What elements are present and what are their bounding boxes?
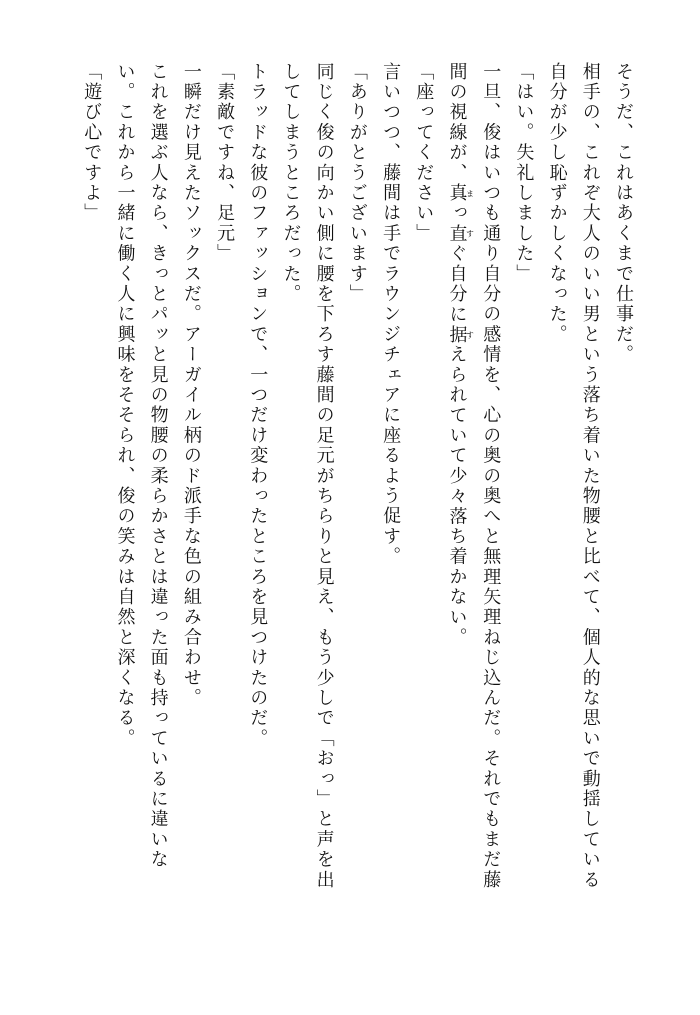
text-fragment: ぐ自分に	[446, 243, 468, 325]
text-line-with-ruby	[440, 62, 474, 962]
text-line: してしまうところだった。	[280, 62, 302, 305]
text-fragment: 間の視線が、	[446, 62, 468, 184]
dialogue-line: 「座ってください」	[413, 62, 435, 244]
text-line: 一瞬だけ見えたソックスだ。アーガイル柄のド派手な色の組み合わせ。	[180, 62, 202, 709]
text-line: そうだ、これはあくまで仕事だ。	[613, 62, 634, 365]
text-line: い。これから一緒に働く人に興味をそそられ、俊の笑みは自然と深くなる。	[114, 62, 136, 749]
dialogue-line: 「素敵ですね、足元」	[214, 62, 236, 264]
text-fragment: っ	[446, 203, 468, 224]
ruby-annotation: 真ま	[446, 183, 475, 204]
ruby-annotation: 据す	[446, 324, 475, 345]
ruby-reading: す	[465, 223, 475, 244]
text-line: これを選ぶ人なら、きっとパッと見の物腰の柔らかさとは違った面も持っているに違いな	[147, 62, 169, 870]
text-fragment: えられていて少々落ち着かない。	[446, 344, 468, 648]
dialogue-line: 「ありがとうございます」	[346, 62, 368, 305]
text-line: 自分が少し恥ずかしくなった。	[546, 62, 568, 345]
dialogue-line: 「遊び心ですよ」	[81, 62, 103, 224]
text-line: 相手の、これぞ大人のいい男という落ち着いた物腰と比べて、個人的な思いで動揺している	[579, 62, 601, 891]
text-line: トラッドな彼のファッションで、一つだけ変わったところを見つけたのだ。	[247, 62, 269, 749]
ruby-annotation: 直す	[446, 223, 475, 244]
text-line: 同じく俊の向かい側に腰を下ろす藤間の足元がちらりと見え、もう少しで「おっ」と声を出	[313, 62, 335, 891]
text-line: 一旦、俊はいつも通り自分の感情を、心の奥の奥へと無理矢理ねじ込んだ。それでもまだ藤	[480, 62, 502, 891]
ruby-reading: ま	[465, 183, 475, 204]
text-line: 言いつつ、藤間は手でラウンジチェアに座るよう促す。	[380, 62, 402, 567]
ruby-reading: す	[465, 324, 475, 345]
dialogue-line: 「はい。失礼しました」	[513, 62, 535, 285]
vertical-text-body	[75, 62, 640, 962]
